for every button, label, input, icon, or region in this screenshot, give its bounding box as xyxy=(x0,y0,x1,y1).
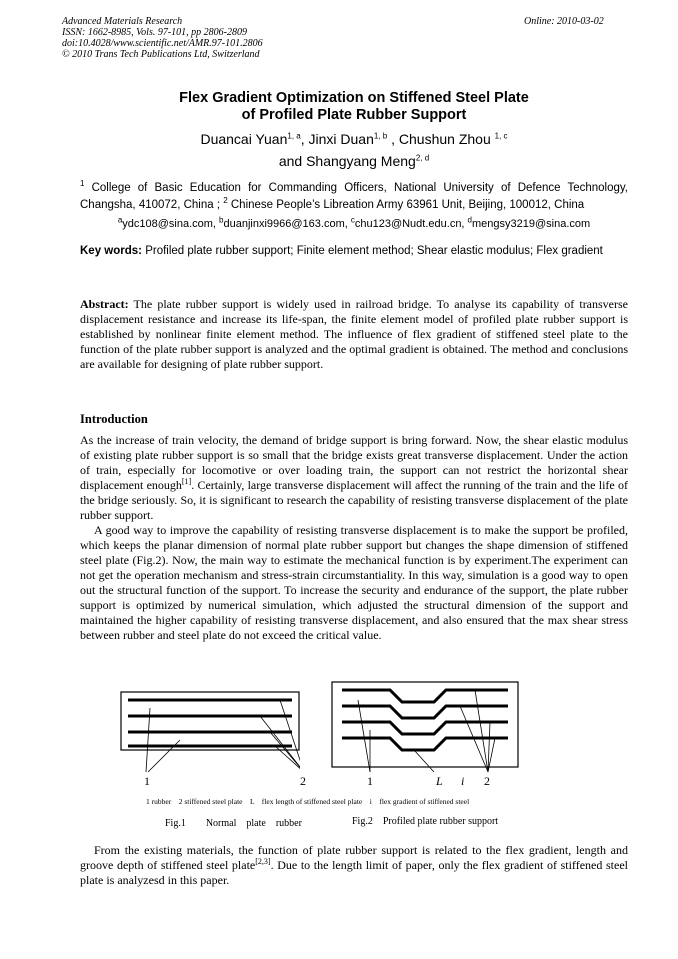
fig2-label-gradient: i xyxy=(461,774,465,788)
paragraph-text: As the increase of train velocity, the demand of bridge support is bring forward. Now, the shear elastic modulus of existing plate rubber support is so small that the bridge exists great transverse displacement. Under the action of train, especially for locomotive or over loading train, the support can not restrict the horizontal shear displacement enough xyxy=(80,433,628,492)
fig2-label-rubber: 1 xyxy=(367,774,373,788)
journal-name: Advanced Materials Research xyxy=(62,16,183,27)
paper-title xyxy=(80,90,628,124)
leader-line xyxy=(414,750,434,772)
profiled-steel-plate xyxy=(342,690,508,702)
email: ydc108@sina.com, xyxy=(122,218,220,230)
affiliation-sup: 1 xyxy=(80,179,85,189)
figure-2-diagram xyxy=(330,680,520,780)
fig2-label-length: L xyxy=(436,774,443,788)
online-date: Online: 2010-03-02 xyxy=(524,16,604,27)
email: chu123@Nudt.edu.cn, xyxy=(354,218,468,230)
affiliation-text: College of Basic Education for Commanding Officers, National University of Defence Technology, Changsha, 410072, China ; xyxy=(80,182,628,211)
abstract xyxy=(80,297,628,372)
paragraph xyxy=(80,433,628,523)
issn-line: ISSN: 1662-8985, Vols. 97-101, pp 2806-2809 xyxy=(62,27,247,38)
leader-line xyxy=(358,700,370,772)
leader-line xyxy=(475,690,488,772)
paragraph-text: . Certainly, large transverse displacement will affect the running of the train and the life of the bridge seriously. So, it is significant to research the capability of resisting transverse displacement of the plate rubber support. xyxy=(80,478,628,522)
fig2-caption: Fig.2 Profiled plate rubber support xyxy=(352,816,499,827)
author-sup: 1, a xyxy=(287,131,301,141)
title-line-1: Flex Gradient Optimization on Stiffened Steel Plate xyxy=(179,90,529,106)
author-name: , Jinxi Duan xyxy=(300,131,374,147)
author-name: and Shangyang Meng xyxy=(278,153,416,169)
leader-line xyxy=(270,732,300,772)
paragraph: A good way to improve the capability of resisting transverse displacement is to make the support be profiled, which keeps the planar dimension of normal plate rubber support but changes the shape dimension of stiffened steel plate (Fig.2). Now, the main way to estimate the mechanical function is by experiment.The experiment can not get the operation mechanism and stress-strain circumstantiality. In this way, simulation is a good way to open out the structural function of the support. To increase the security and endurance of the support, the plate rubber support is optimized by numerical simulation, which adjusted the structural dimension of the support and maintained the higher capability of resisting transverse displacement, and also ensured that the max shear stress between rubber and steel plate do not exceed the critical value. xyxy=(80,523,628,642)
abstract-text: The plate rubber support is widely used in railroad bridge. To analyse its capability of transverse displacement resistance and increase its life-span, the finite element model of profiled plate rubber support is established by nonlinear finite element method. The influence of flex gradient of stiffened steel plate to the function of the plate rubber support is analyzed and the optimal gradient is obtained. The method and conclusions are available for designing of plate rubber support. xyxy=(80,297,628,371)
profiled-steel-plate xyxy=(342,722,508,734)
leader-line xyxy=(146,708,150,772)
fig2-label-steel: 2 xyxy=(484,774,490,788)
abstract-label: Abstract: xyxy=(80,297,129,311)
affiliation-sup: 2 xyxy=(223,196,228,206)
email-sup: a xyxy=(117,215,123,225)
fig1-label-rubber: 1 xyxy=(144,774,150,788)
email-sup: d xyxy=(467,215,472,225)
copyright-line: © 2010 Trans Tech Publications Ltd, Switzerland xyxy=(62,49,260,60)
figure-1-diagram xyxy=(120,690,300,780)
profiled-steel-plate xyxy=(342,706,508,718)
email-list xyxy=(80,215,628,230)
author-name: Duancai Yuan xyxy=(200,131,288,147)
section-heading: Introduction xyxy=(80,412,148,426)
fig1-label-steel: 2 xyxy=(300,774,306,788)
keywords-label: Key words: xyxy=(80,245,142,257)
introduction-section xyxy=(80,412,628,643)
fig1-caption: Fig.1 Normal plate rubber xyxy=(165,818,302,829)
author-sup: 2, d xyxy=(415,153,430,163)
author-list xyxy=(80,128,628,172)
keywords-text: Profiled plate rubber support; Finite element method; Shear elastic modulus; Flex gradient xyxy=(142,245,603,257)
email: duanjinxi9966@163.com, xyxy=(223,218,351,230)
citation: [2,3] xyxy=(255,857,271,866)
leader-line xyxy=(280,700,300,772)
paragraph xyxy=(80,843,628,888)
email-sup: c xyxy=(350,215,355,225)
author-sup: 1, c xyxy=(494,131,508,141)
paragraph-text: From the existing materials, the function of plate rubber support is related to the flex gradient, length and groove depth of stiffened steel plate xyxy=(80,843,628,872)
title-line-2: of Profiled Plate Rubber Support xyxy=(241,107,467,123)
citation: [1] xyxy=(181,477,192,486)
author-sup: 1, b xyxy=(373,131,388,141)
keywords xyxy=(80,243,628,260)
doi-line: doi:10.4028/www.scientific.net/AMR.97-101.2806 xyxy=(62,38,263,49)
paragraph-text: . Due to the length limit of paper, only the flex gradient of stiffened steel plate is analyzesd in this paper. xyxy=(80,858,628,887)
email: mengsy3219@sina.com xyxy=(472,218,591,230)
email-sup: b xyxy=(219,215,224,225)
affiliation-text: Chinese People’s Libreation Army 63961 Unit, Beijing, 100012, China xyxy=(227,199,585,211)
affiliation xyxy=(80,180,628,214)
author-name: , Chushun Zhou xyxy=(387,131,495,147)
figure-legend: 1 rubber 2 stiffened steel plate L flex length of stiffened steel plate i flex gradient of stiffened steel xyxy=(146,797,470,806)
